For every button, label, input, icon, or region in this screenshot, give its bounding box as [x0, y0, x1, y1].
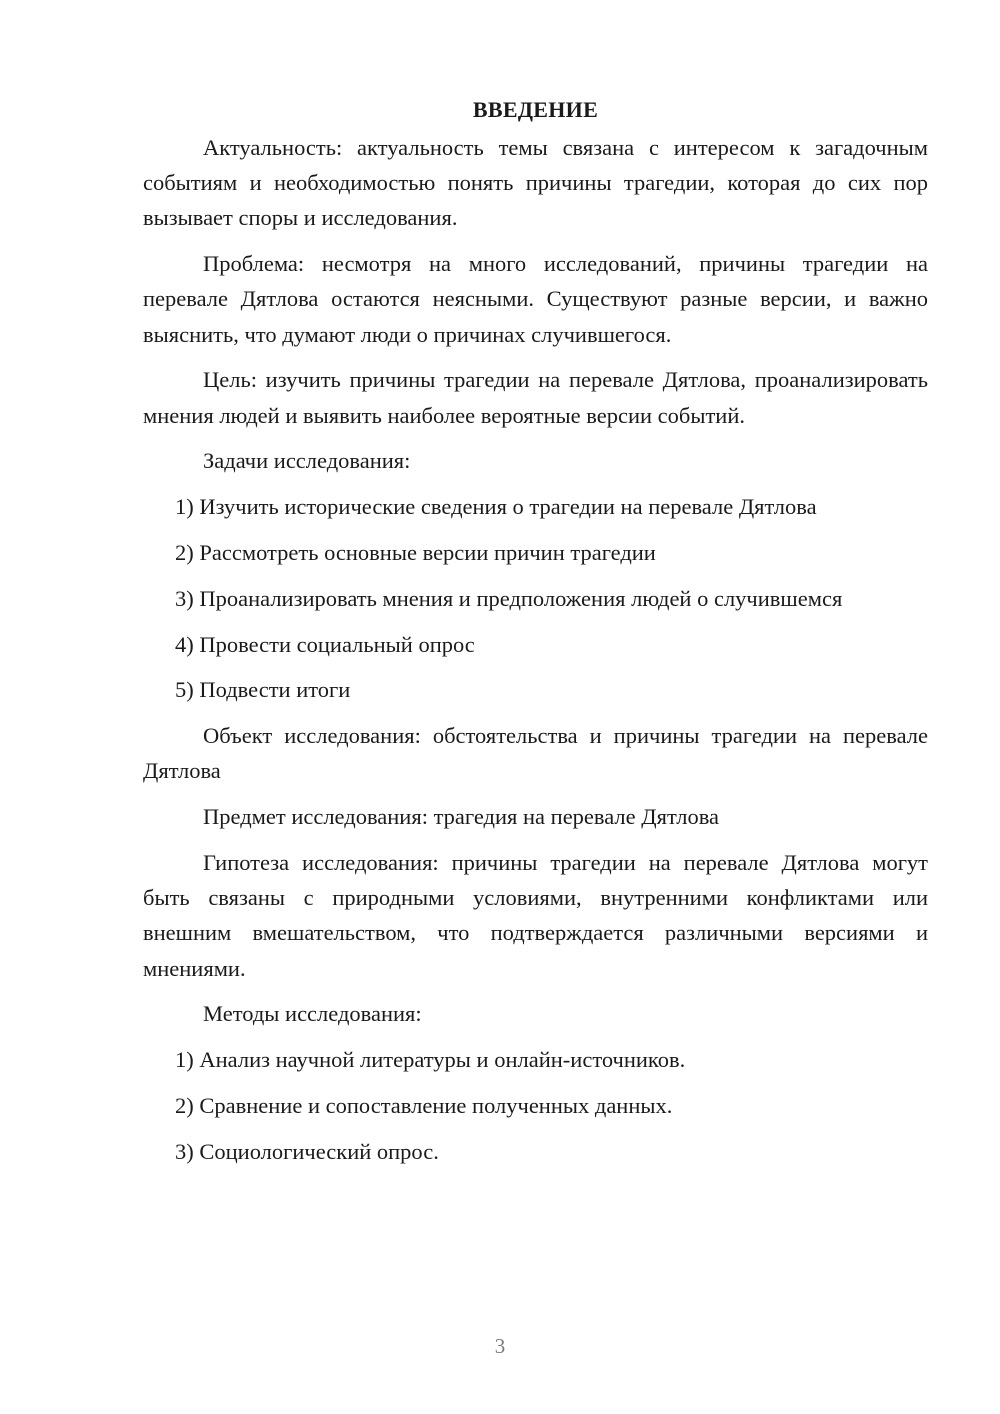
list-item: 2) Сравнение и сопоставление полученных данных.	[175, 1092, 673, 1118]
list-item: 2) Рассмотреть основные версии причин трагедии	[175, 540, 656, 565]
goal-paragraph: Цель: изучить причины трагедии на перевале Дятлова, проанализировать мнения людей и выявить наиболее вероятные версии событий.	[143, 367, 928, 428]
list-item: 3) Проанализировать мнения и предположения людей о случившемся	[175, 585, 843, 611]
list-item: 1) Анализ научной литературы и онлайн-источников.	[175, 1047, 686, 1073]
page-number: 3	[494, 1334, 506, 1358]
hypothesis-paragraph: Гипотеза исследования: причины трагедии на перевале Дятлова могут быть связаны с природными условиями, внутренними конфликтами или внешним вмешательством, что подтверждается различными версиями и мнениями.	[143, 849, 928, 981]
relevance-paragraph: Актуальность: актуальность темы связана с интересом к загадочным событиям и необходимостью понять причины трагедии, которая до сих пор вызывает споры и исследования.	[143, 135, 928, 231]
list-item: 4) Провести социальный опрос	[175, 631, 475, 657]
subject-paragraph: Предмет исследования: трагедия на перевале Дятлова	[203, 804, 720, 830]
document-page	[143, 92, 928, 1180]
tasks-label: Задачи исследования:	[203, 448, 411, 474]
section-title: ВВЕДЕНИЕ	[472, 97, 599, 122]
list-item: 1) Изучить исторические сведения о трагедии на перевале Дятлова	[175, 494, 817, 520]
list-item: 5) Подвести итоги	[175, 677, 351, 703]
methods-list	[143, 1042, 928, 1169]
object-paragraph: Объект исследования: обстоятельства и причины трагедии на перевале Дятлова	[143, 723, 928, 784]
list-item: 3) Социологический опрос.	[175, 1138, 439, 1164]
tasks-list	[143, 489, 928, 707]
methods-label: Методы исследования:	[203, 1001, 422, 1027]
problem-paragraph: Проблема: несмотря на много исследований, причины трагедии на перевале Дятлова остаются неясными. Существуют разные версии, и важно выяснить, что думают люди о причинах случившегося.	[143, 251, 928, 347]
